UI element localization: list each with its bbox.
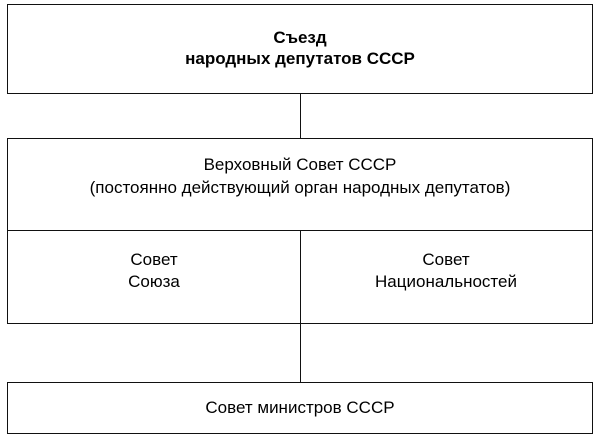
- supreme-soviet-title-line1: Верховный Совет СССР: [203, 155, 397, 174]
- council-of-nationalities-line1: Совет: [422, 250, 470, 269]
- connector-supreme-ministers: [300, 324, 301, 382]
- council-of-ministers-box: [7, 382, 593, 434]
- council-of-nationalities: [301, 249, 591, 293]
- congress-title-line1: Съезд: [273, 28, 327, 47]
- council-of-union-line2: Союза: [128, 272, 180, 291]
- congress-title-line2: народных депутатов СССР: [185, 49, 415, 68]
- council-of-nationalities-line2: Национальностей: [375, 272, 517, 291]
- connector-congress-supreme: [300, 94, 301, 138]
- council-of-union-line1: Совет: [130, 250, 178, 269]
- council-of-ministers-label: Совет министров СССР: [205, 398, 395, 417]
- congress-box: [7, 4, 593, 94]
- supreme-soviet-title-line2: (постоянно действующий орган народных депутатов): [89, 178, 511, 197]
- supreme-soviet-box: [7, 138, 593, 324]
- council-of-union: [8, 249, 300, 293]
